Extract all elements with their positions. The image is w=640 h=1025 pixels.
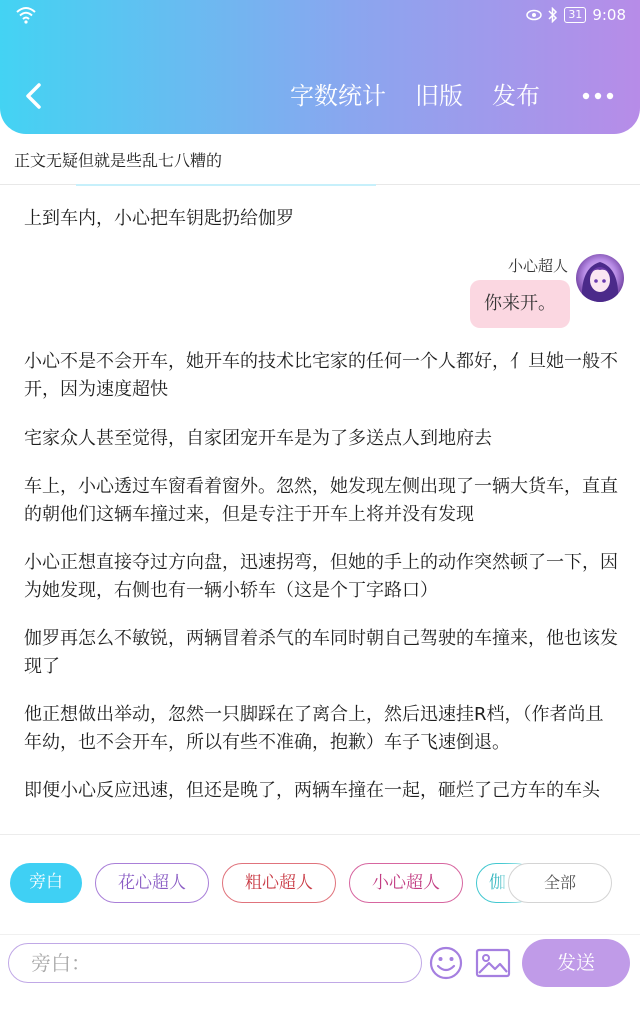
role-chip-cuxin[interactable]: 粗心超人 <box>222 863 336 903</box>
role-chip-narrator[interactable]: 旁白 <box>10 863 82 903</box>
status-right <box>526 6 626 24</box>
narration-paragraph[interactable]: 小心正想直接夺过方向盘，迅速拐弯，但她的手上的动作突然顿了一下，因为她发现，右侧也有一辆小轿车（这是个丁字路口） <box>24 552 618 601</box>
dialogue-bubble[interactable]: 你来开。 <box>470 280 570 328</box>
speaker-avatar[interactable] <box>576 254 624 302</box>
wifi-icon <box>16 6 36 24</box>
role-selector-panel <box>0 834 640 935</box>
narration-paragraph[interactable]: 他正想做出举动，忽然一只脚踩在了离合上，然后迅速挂R档，（作者尚且年幼，也不会开车，所以有些不准确，抱歉）车子飞速倒退。 <box>24 704 604 753</box>
status-bar <box>0 0 640 32</box>
role-chip-xiaoxin[interactable]: 小心超人 <box>349 863 463 903</box>
publish-button[interactable]: 发布 <box>492 82 540 110</box>
eye-icon <box>526 9 542 21</box>
status-time: 9:08 <box>592 6 626 24</box>
emoji-icon[interactable] <box>428 945 464 981</box>
role-chip-jialuo[interactable]: 伽 <box>476 863 536 903</box>
bluetooth-icon <box>548 7 558 23</box>
word-count-button[interactable]: 字数统计 <box>290 82 386 110</box>
chapter-title[interactable]: 正文无疑但就是些乱七八糟的 <box>14 151 223 170</box>
narration-paragraph[interactable]: 小心不是不会开车，她开车的技术比宅家的任何一个人都好，亻旦她一般不开，因为速度超快 <box>24 351 618 400</box>
battery-indicator: 31 <box>564 7 586 23</box>
composer-bar <box>0 934 640 1025</box>
narration-paragraph[interactable]: 上到车内，小心把车钥匙扔给伽罗 <box>24 208 294 229</box>
narration-input[interactable] <box>8 943 422 983</box>
role-chip-huaxin[interactable]: 花心超人 <box>95 863 209 903</box>
narration-paragraph[interactable]: 宅家众人甚至觉得，自家团宠开车是为了多送点人到地府去 <box>24 428 492 449</box>
dialogue-speaker-name: 小心超人 <box>507 257 568 275</box>
more-options-icon[interactable] <box>580 82 616 110</box>
app-header <box>0 0 640 134</box>
back-arrow-icon[interactable] <box>20 80 48 112</box>
all-roles-button[interactable]: 全部 <box>508 863 612 903</box>
send-button[interactable]: 发送 <box>522 939 630 987</box>
narration-paragraph[interactable]: 即便小心反应迅速，但还是晚了，两辆车撞在一起，砸烂了己方车的车头 <box>24 780 600 801</box>
image-upload-icon[interactable] <box>474 945 512 981</box>
nav-bar <box>0 68 640 124</box>
title-accent-bar <box>76 184 376 186</box>
narration-paragraph[interactable]: 车上，小心透过车窗看着窗外。忽然，她发现左侧出现了一辆大货车，直直的朝他们这辆车撞过来，但是专注于开车上将并没有发现 <box>24 476 618 525</box>
old-version-button[interactable]: 旧版 <box>415 82 463 110</box>
narration-paragraph[interactable]: 伽罗再怎么不敏锐，两辆冒着杀气的车同时朝自己驾驶的车撞来，他也该发现了 <box>24 628 618 677</box>
